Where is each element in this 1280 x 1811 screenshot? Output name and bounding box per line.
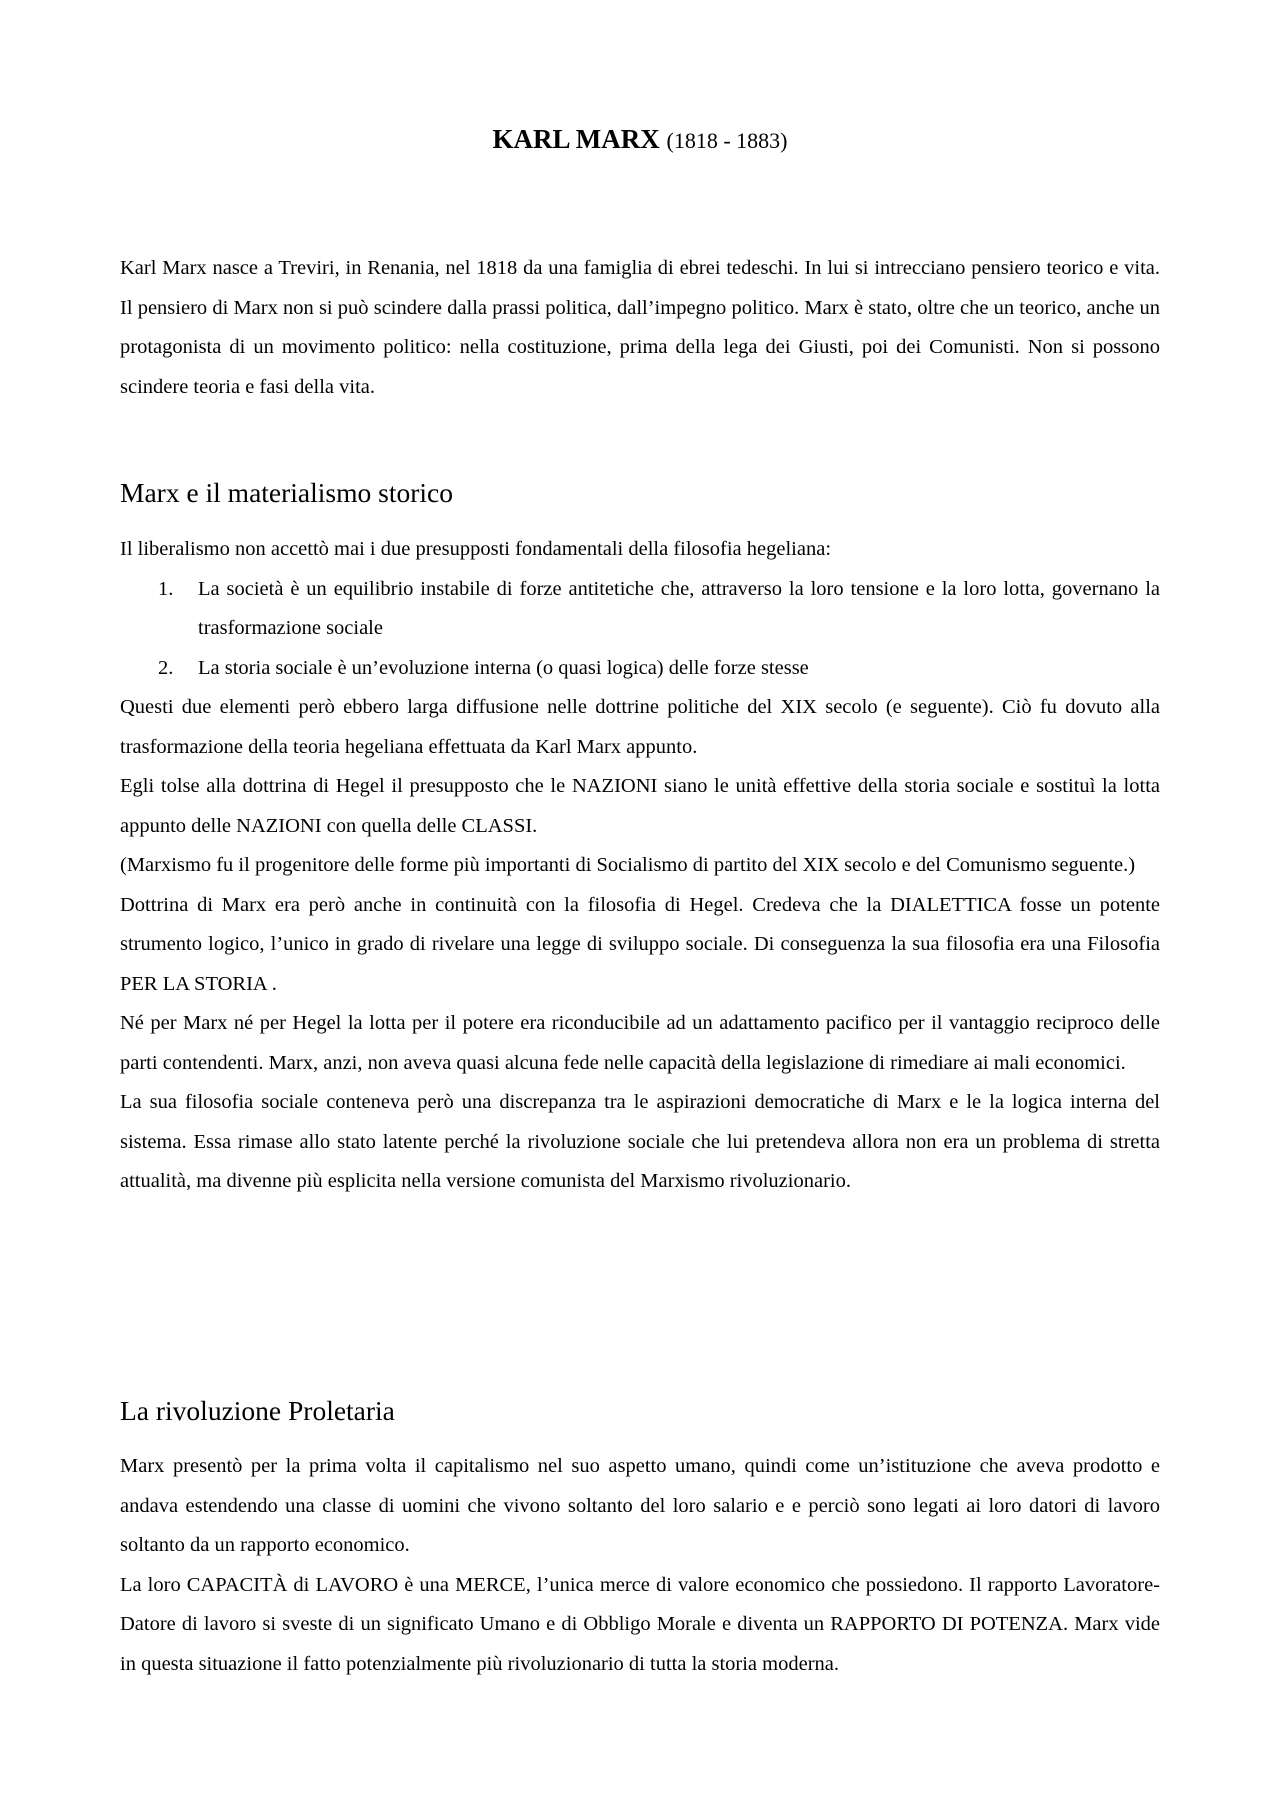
- section-heading-materialismo: Marx e il materialismo storico: [120, 477, 453, 508]
- list-item: [120, 570, 1160, 649]
- section1-paragraph-1: Questi due elementi però ebbero larga diffusione nelle dottrine politiche del XIX secolo (e seguente). Ciò fu dovuto alla trasformazione della teoria hegeliana effettuata da Karl Marx appunto.: [120, 696, 1160, 758]
- list-item-text: La storia sociale è un’evoluzione interna (o quasi logica) delle forze stesse: [198, 656, 809, 679]
- section1-lead: Il liberalismo non accettò mai i due presupposti fondamentali della filosofia hegeliana:: [120, 538, 832, 560]
- section-materialismo-body: [120, 530, 1160, 1202]
- list-item-number: 1.: [158, 577, 174, 600]
- section2-paragraph-2: La loro CAPACITÀ di LAVORO è una MERCE, l’unica merce di valore economico che possiedono. Il rapporto Lavoratore-Datore di lavoro si sveste di un significato Umano e di Obbligo Morale e diventa un RAPPORTO DI POTENZA. Marx vide in questa situazione il fatto potenzialmente più rivoluzionario di tutta la storia moderna.: [120, 1573, 1160, 1675]
- list-item-number: 2.: [158, 656, 174, 679]
- section-rivoluzione-body: [120, 1447, 1160, 1684]
- section1-paragraph-6: La sua filosofia sociale conteneva però una discrepanza tra le aspirazioni democratiche di Marx e le la logica interna del sistema. Essa rimase allo stato latente perché la rivoluzione sociale che lui pretendeva allora non era un problema di stretta attualità, ma divenne più esplicita nella versione comunista del Marxismo rivoluzionario.: [120, 1091, 1160, 1192]
- document-title: [120, 122, 1160, 158]
- section1-paragraph-5: Né per Marx né per Hegel la lotta per il potere era riconducibile ad un adattamento pacifico per il vantaggio reciproco delle parti contendenti. Marx, anzi, non aveva quasi alcuna fede nelle capacità della legislazione di rimediare ai mali economici.: [120, 1012, 1160, 1074]
- premises-list: [120, 570, 1160, 689]
- section-heading-rivoluzione: La rivoluzione Proletaria: [120, 1395, 395, 1426]
- intro-paragraph: Karl Marx nasce a Treviri, in Renania, nel 1818 da una famiglia di ebrei tedeschi. In lui si intrecciano pensiero teorico e vita. Il pensiero di Marx non si può scindere dalla prassi politica, dall’impegno politico. Marx è stato, oltre che un teorico, anche un protagonista di un movimento politico: nella costituzione, prima della lega dei Giusti, poi dei Comunisti. Non si possono scindere teoria e fasi della vita.: [120, 257, 1160, 398]
- section2-paragraph-1: Marx presentò per la prima volta il capitalismo nel suo aspetto umano, quindi come un’istituzione che aveva prodotto e andava estendendo una classe di uomini che vivono soltanto del loro salario e e perciò sono legati ai loro datori di lavoro soltanto da un rapporto economico.: [120, 1455, 1160, 1556]
- section1-paragraph-2: Egli tolse alla dottrina di Hegel il presupposto che le NAZIONI siano le unità effettive della storia sociale e sostituì la lotta appunto delle NAZIONI con quella delle CLASSI.: [120, 775, 1160, 837]
- section1-paragraph-4: Dottrina di Marx era però anche in continuità con la filosofia di Hegel. Credeva che la DIALETTICA fosse un potente strumento logico, l’unico in grado di rivelare una legge di sviluppo sociale. Di conseguenza la sua filosofia era una Filosofia PER LA STORIA .: [120, 893, 1160, 995]
- intro-block: [120, 249, 1160, 407]
- title-dates: (1818 - 1883): [666, 128, 788, 153]
- list-item: [120, 649, 1160, 689]
- section1-paragraph-3: (Marxismo fu il progenitore delle forme più importanti di Socialismo di partito del XIX secolo e del Comunismo seguente.): [120, 854, 1136, 876]
- title-name: KARL MARX: [492, 124, 660, 154]
- list-item-text: La società è un equilibrio instabile di forze antitetiche che, attraverso la loro tensione e la loro lotta, governano la trasformazione sociale: [198, 577, 1160, 639]
